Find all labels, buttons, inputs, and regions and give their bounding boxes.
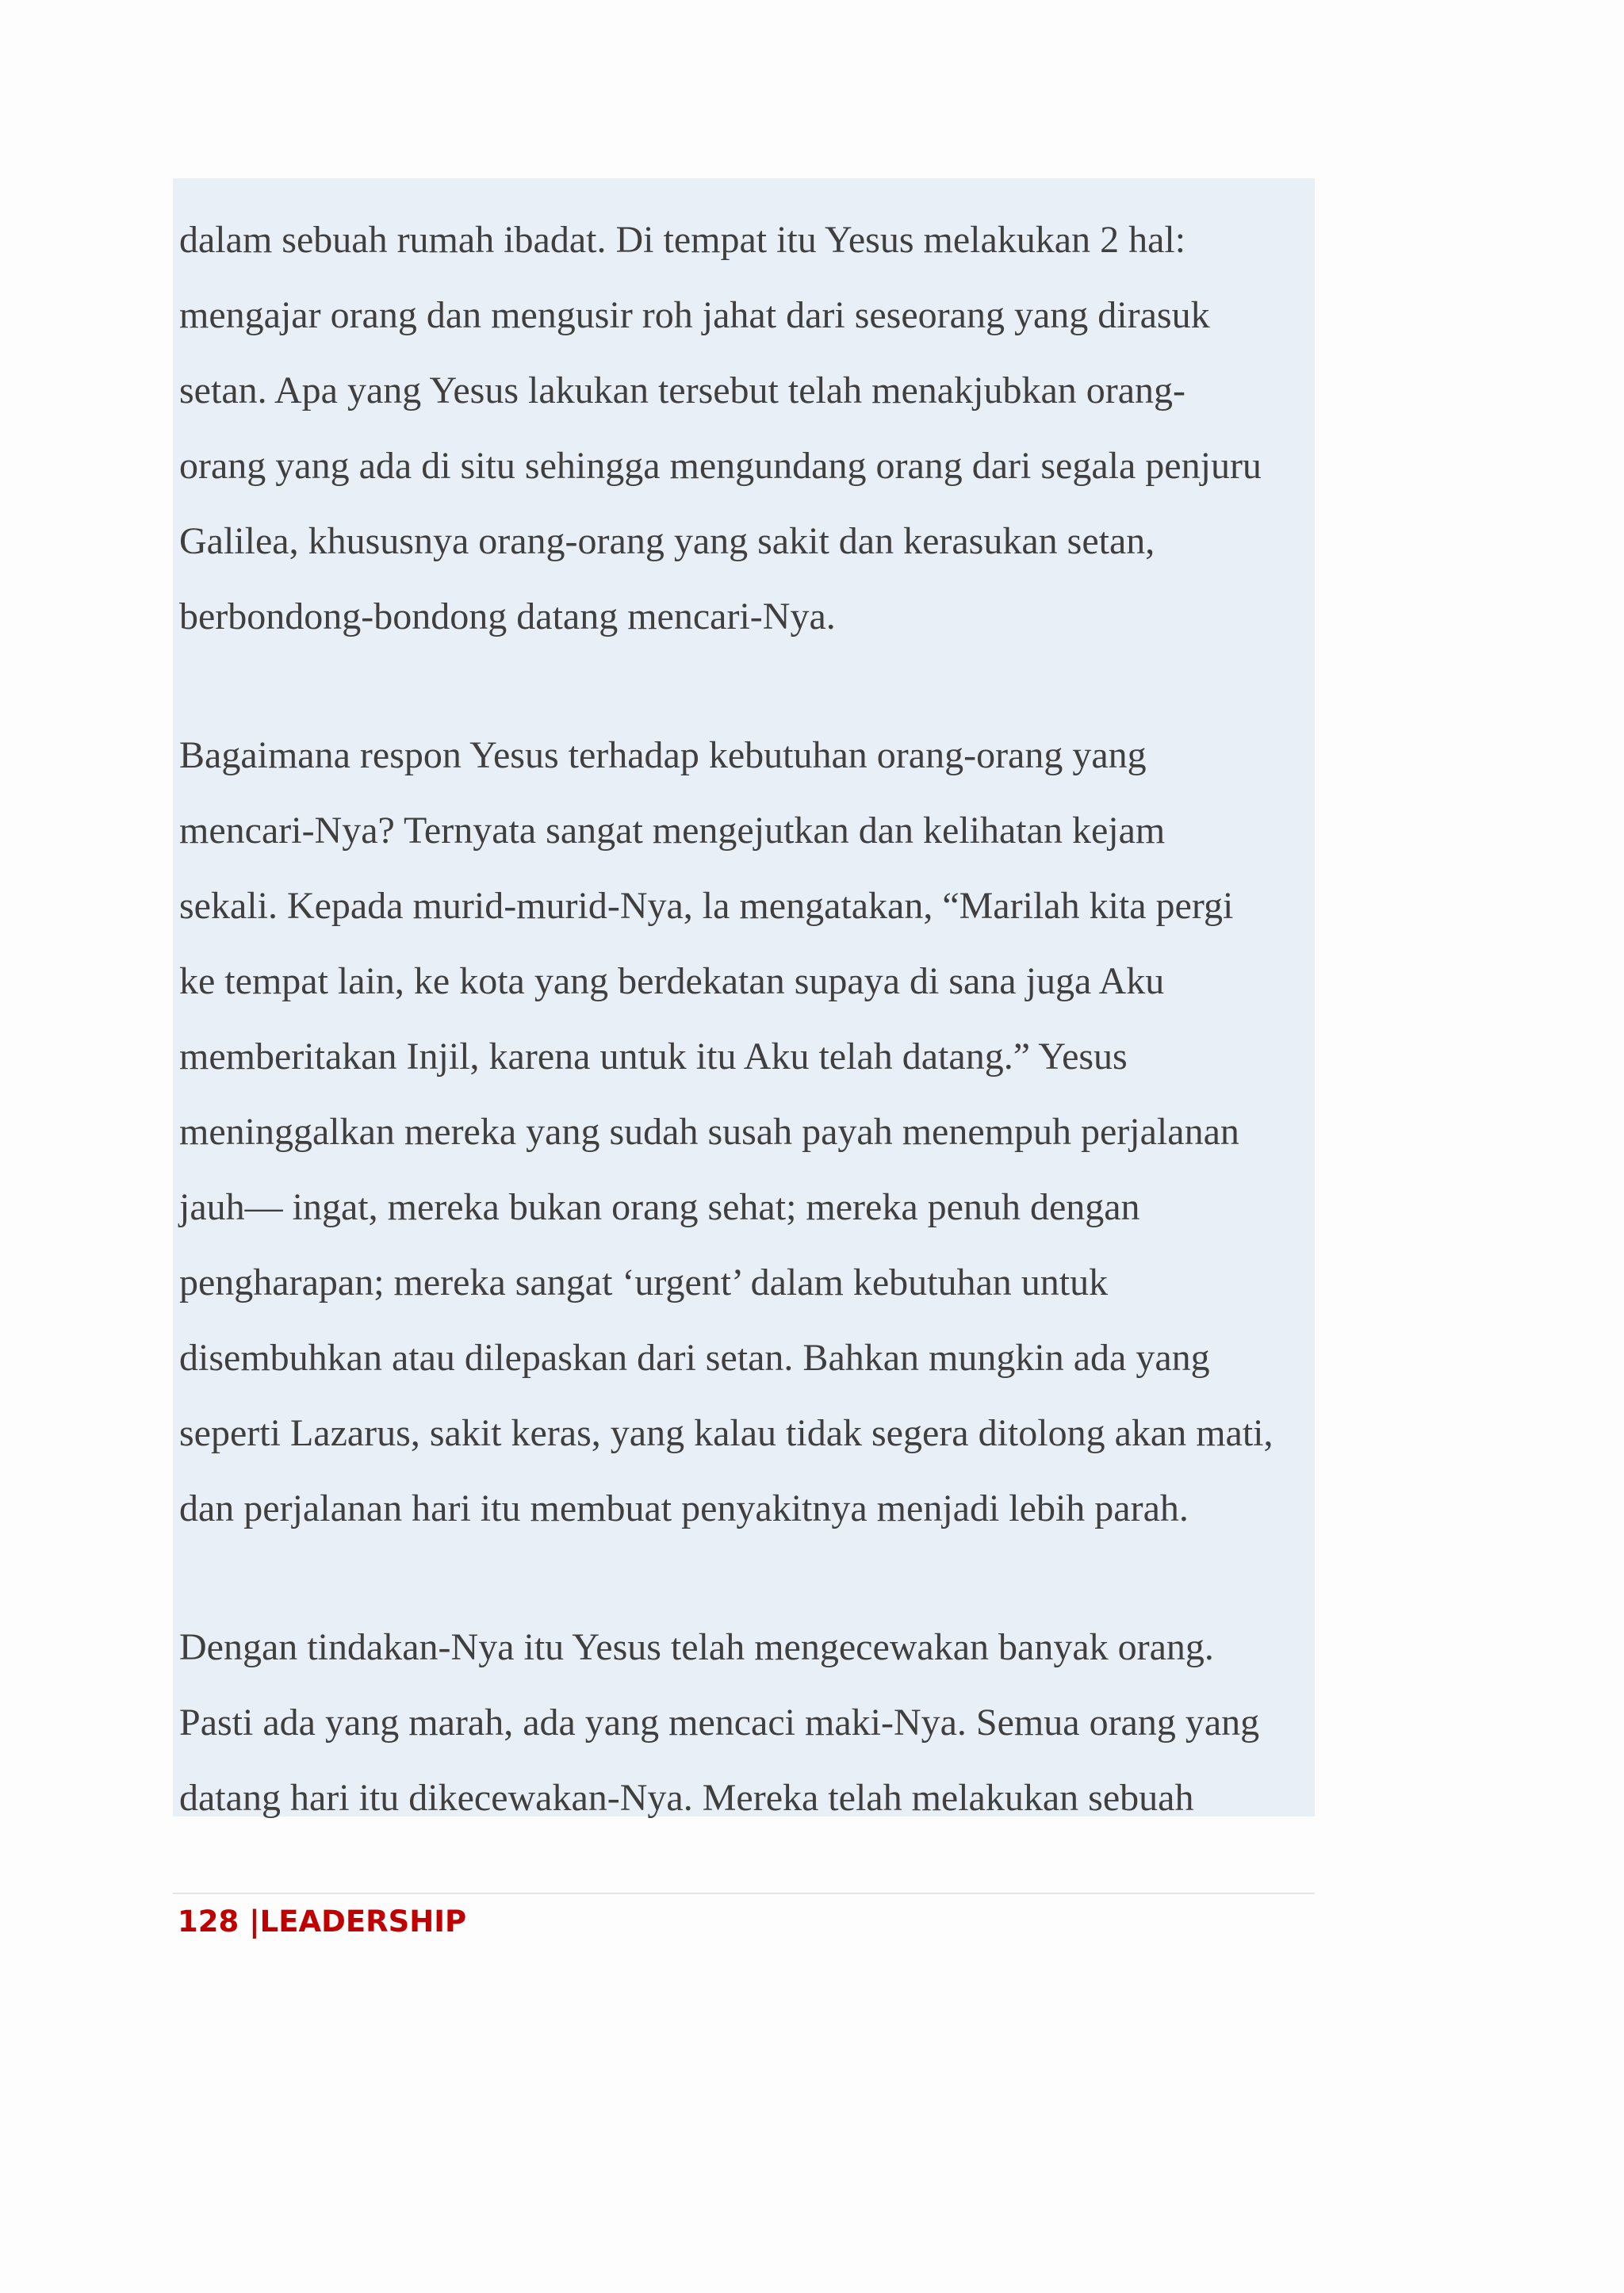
text-line: seperti Lazarus, sakit keras, yang kalau tidak segera ditolong akan mati, <box>179 1412 1274 1454</box>
text-line: sekali. Kepada murid-murid-Nya, la mengatakan, “Marilah kita pergi <box>179 885 1234 927</box>
text-line: mengajar orang dan mengusir roh jahat dari seseorang yang dirasuk <box>179 294 1210 336</box>
text-line: disembuhkan atau dilepaskan dari setan. Bahkan mungkin ada yang <box>179 1337 1210 1379</box>
paragraph-3 <box>179 1610 1315 1836</box>
text-line: datang hari itu dikecewakan-Nya. Mereka telah melakukan sebuah <box>179 1777 1194 1819</box>
paragraph-2 <box>179 718 1315 1546</box>
text-line: Pasti ada yang marah, ada yang mencaci maki-Nya. Semua orang yang <box>179 1702 1260 1744</box>
text-line: berbondong-bondong datang mencari-Nya. <box>179 595 836 637</box>
text-line: jauh— ingat, mereka bukan orang sehat; mereka penuh dengan <box>179 1186 1140 1228</box>
text-line: dan perjalanan hari itu membuat penyakitnya menjadi lebih parah. <box>179 1487 1189 1529</box>
text-line: memberitakan Injil, karena untuk itu Aku telah datang.” Yesus <box>179 1035 1128 1078</box>
text-line: Dengan tindakan-Nya itu Yesus telah mengecewakan banyak orang. <box>179 1626 1214 1668</box>
text-line: Galilea, khususnya orang-orang yang sakit dan kerasukan setan, <box>179 520 1155 562</box>
footer-separator: | <box>239 1904 260 1939</box>
text-line: mencari-Nya? Ternyata sangat mengejutkan dan kelihatan kejam <box>179 810 1166 852</box>
text-line: pengharapan; mereka sangat ‘urgent’ dalam kebutuhan untuk <box>179 1261 1109 1303</box>
body-text-block <box>173 178 1315 1819</box>
text-line: dalam sebuah rumah ibadat. Di tempat itu Yesus melakukan 2 hal: <box>179 219 1186 261</box>
text-line: setan. Apa yang Yesus lakukan tersebut telah menakjubkan orang- <box>179 369 1186 412</box>
text-line: meninggalkan mereka yang sudah susah payah menempuh perjalanan <box>179 1111 1239 1153</box>
paragraph-1 <box>179 202 1315 654</box>
paragraph-gap <box>179 654 1315 718</box>
page-number: 128 <box>178 1904 239 1939</box>
text-line: orang yang ada di situ sehingga mengundang orang dari segala penjuru <box>179 445 1262 487</box>
footer-divider <box>173 1893 1315 1894</box>
text-line: ke tempat lain, ke kota yang berdekatan supaya di sana juga Aku <box>179 960 1165 1002</box>
text-line: Bagaimana respon Yesus terhadap kebutuhan orang-orang yang <box>179 734 1147 776</box>
page-footer <box>178 1898 466 1946</box>
paragraph-gap <box>179 1546 1315 1610</box>
footer-title: LEADERSHIP <box>259 1904 467 1939</box>
